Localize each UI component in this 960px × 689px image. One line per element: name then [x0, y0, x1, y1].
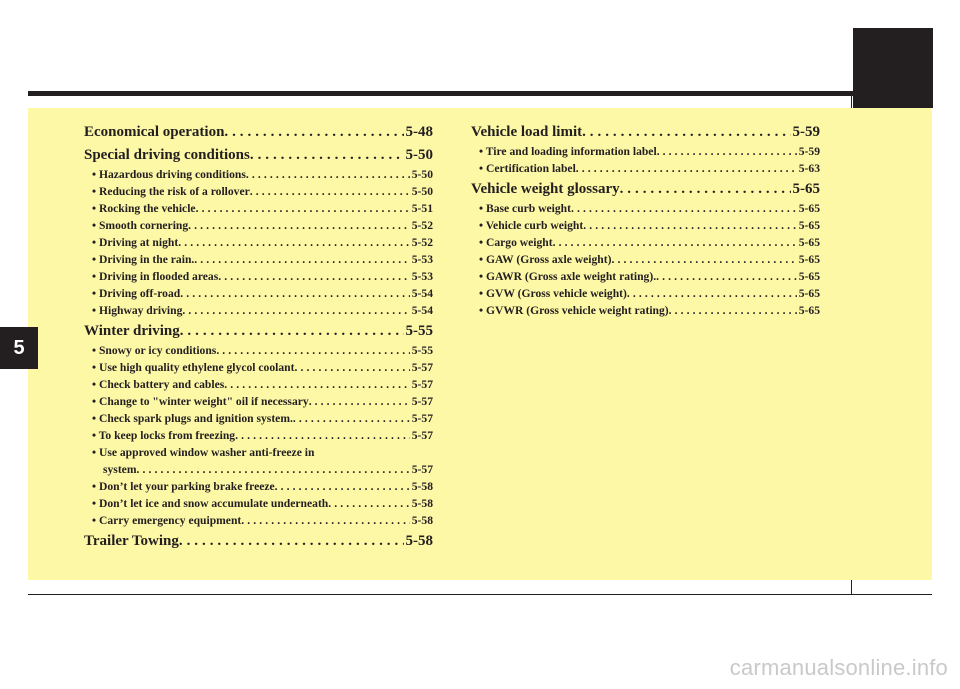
toc-section-label: Winter driving: [84, 323, 180, 339]
toc-section-label: Vehicle load limit: [471, 124, 583, 140]
toc-entry-label: • Base curb weight: [479, 202, 571, 215]
toc-entry-label: • Check battery and cables: [92, 378, 225, 391]
toc-page-number: 5-65: [798, 270, 820, 283]
toc-page-number: 5-50: [411, 185, 433, 198]
dot-leader: [250, 145, 404, 166]
toc-entry-label: • Highway driving: [92, 304, 183, 317]
toc-entry-don-t-let-your-parking-brake-freeze[interactable]: [84, 478, 433, 495]
dot-leader: [235, 427, 410, 444]
toc-page-number: 5-59: [792, 124, 820, 140]
toc-page-number: 5-65: [798, 304, 820, 317]
toc-section-winter-driving[interactable]: [84, 321, 433, 342]
dot-leader: [182, 302, 409, 319]
toc-section-label: Vehicle weight glossary: [471, 181, 620, 197]
dot-leader: [224, 122, 403, 143]
toc-entry-use-approved-window-washer-anti-freeze-in[interactable]: [84, 444, 433, 478]
dot-leader: [328, 495, 409, 512]
toc-page-number: 5-58: [405, 533, 433, 549]
toc-entry-label: • GAW (Gross axle weight): [479, 253, 612, 266]
toc-entry-rocking-the-vehicle[interactable]: [84, 200, 433, 217]
toc-section-trailer-towing[interactable]: [84, 531, 433, 552]
toc-entry-carry-emergency-equipment[interactable]: [84, 512, 433, 529]
toc-entry-change-to-winter-weight-oil-if-necessary[interactable]: [84, 393, 433, 410]
toc-entry-label: • Smooth cornering: [92, 219, 189, 232]
toc-page-number: 5-65: [792, 181, 820, 197]
toc-page-number: 5-57: [411, 429, 433, 442]
toc-section-special-driving-conditions[interactable]: [84, 145, 433, 166]
toc-entry-label: • Vehicle curb weight: [479, 219, 584, 232]
toc-entry-label: • Driving at night: [92, 236, 179, 249]
toc-section-vehicle-weight-glossary[interactable]: [471, 179, 820, 200]
toc-page-number: 5-52: [411, 219, 433, 232]
toc-entry-label: • Driving off-road: [92, 287, 181, 300]
dot-leader: [137, 461, 410, 478]
dot-leader: [178, 234, 410, 251]
toc-entry-certification-label[interactable]: [471, 160, 820, 177]
toc-entry-label: • Snowy or icy conditions: [92, 344, 217, 357]
toc-section-label: Special driving conditions: [84, 147, 250, 163]
toc-entry-label: • Cargo weight: [479, 236, 553, 249]
dot-leader: [188, 217, 410, 234]
toc-page-number: 5-65: [798, 253, 820, 266]
toc-entry-gawr-gross-axle-weight-rating[interactable]: [471, 268, 820, 285]
toc-entry-gvw-gross-vehicle-weight[interactable]: [471, 285, 820, 302]
dot-leader: [246, 166, 410, 183]
dot-leader: [657, 143, 797, 160]
dot-leader: [309, 393, 410, 410]
toc-entry-label: • Driving in flooded areas: [92, 270, 219, 283]
toc-section-vehicle-load-limit[interactable]: [471, 122, 820, 143]
toc-entry-don-t-let-ice-and-snow-accumulate-underneath[interactable]: [84, 495, 433, 512]
toc-right-column: [471, 122, 820, 319]
toc-page-number: 5-58: [411, 497, 433, 510]
toc-entry-label: • GVW (Gross vehicle weight): [479, 287, 627, 300]
toc-page-number: 5-53: [411, 253, 433, 266]
toc-entry-label: • Check spark plugs and ignition system.: [92, 412, 293, 425]
toc-section-economical-operation[interactable]: [84, 122, 433, 143]
dot-leader: [180, 285, 410, 302]
toc-entry-driving-off-road[interactable]: [84, 285, 433, 302]
toc-entry-label: • Use approved window washer anti-freeze in: [92, 446, 315, 459]
toc-page-number: 5-57: [411, 361, 433, 374]
toc-section-label: Trailer Towing: [84, 533, 179, 549]
dot-leader: [224, 376, 410, 393]
dot-leader: [294, 359, 409, 376]
toc-page-number: 5-57: [411, 412, 433, 425]
toc-entry-label: system: [103, 463, 137, 476]
dot-leader: [571, 200, 797, 217]
dot-leader: [250, 183, 410, 200]
toc-page-number: 5-57: [411, 378, 433, 391]
chapter-tab: 5: [0, 327, 38, 369]
dot-leader: [669, 302, 797, 319]
toc-page-number: 5-55: [405, 323, 433, 339]
dot-leader: [553, 234, 797, 251]
toc-page-number: 5-54: [411, 304, 433, 317]
dot-leader: [218, 268, 410, 285]
toc-page-number: 5-52: [411, 236, 433, 249]
watermark: carmanualsonline.info: [729, 655, 948, 680]
dot-leader: [241, 512, 409, 529]
dot-leader: [293, 410, 410, 427]
toc-page-number: 5-48: [405, 124, 433, 140]
dot-leader: [611, 251, 796, 268]
toc-entry-reducing-the-risk-of-a-rollover[interactable]: [84, 183, 433, 200]
toc-entry-label: • Rocking the vehicle: [92, 202, 196, 215]
toc-page-number: 5-65: [798, 287, 820, 300]
toc-entry-tire-and-loading-information-label[interactable]: [471, 143, 820, 160]
toc-page-number: 5-50: [411, 168, 433, 181]
toc-entry-label: • Use high quality ethylene glycol coolant: [92, 361, 295, 374]
toc-entry-label: • GAWR (Gross axle weight rating).: [479, 270, 657, 283]
toc-entry-check-spark-plugs-and-ignition-system[interactable]: [84, 410, 433, 427]
dot-leader: [620, 179, 791, 200]
toc-entry-use-high-quality-ethylene-glycol-coolant[interactable]: [84, 359, 433, 376]
toc-page-number: 5-65: [798, 202, 820, 215]
toc-page-number: 5-59: [798, 145, 820, 158]
toc-page-number: 5-63: [798, 162, 820, 175]
bottom-rule: [28, 594, 932, 595]
toc-entry-label: • Driving in the rain.: [92, 253, 195, 266]
toc-entry-gaw-gross-axle-weight[interactable]: [471, 251, 820, 268]
toc-entry-driving-in-the-rain[interactable]: [84, 251, 433, 268]
top-rule: [28, 91, 853, 96]
toc-entry-check-battery-and-cables[interactable]: [84, 376, 433, 393]
dot-leader: [196, 200, 410, 217]
toc-page-number: 5-54: [411, 287, 433, 300]
toc-entry-to-keep-locks-from-freezing[interactable]: [84, 427, 433, 444]
toc-entry-cargo-weight[interactable]: [471, 234, 820, 251]
toc-entry-label: • Don’t let your parking brake freeze: [92, 480, 275, 493]
toc-entry-smooth-cornering[interactable]: [84, 217, 433, 234]
toc-entry-label: • Change to "winter weight" oil if necessary: [92, 395, 309, 408]
dot-leader: [275, 478, 410, 495]
corner-block: [853, 28, 933, 108]
toc-page-number: 5-65: [798, 219, 820, 232]
toc-page-number: 5-51: [411, 202, 433, 215]
toc-entry-driving-in-flooded-areas[interactable]: [84, 268, 433, 285]
dot-leader: [627, 285, 797, 302]
toc-entry-hazardous-driving-conditions[interactable]: [84, 166, 433, 183]
toc-entry-vehicle-curb-weight[interactable]: [471, 217, 820, 234]
toc-entry-label: • Certification label: [479, 162, 576, 175]
toc-page-number: 5-50: [405, 147, 433, 163]
dot-leader: [656, 268, 797, 285]
toc-entry-label: • Carry emergency equipment: [92, 514, 242, 527]
toc-section-label: Economical operation: [84, 124, 225, 140]
toc-entry-label: • Tire and loading information label: [479, 145, 657, 158]
toc-entry-label: • To keep locks from freezing: [92, 429, 236, 442]
dot-leader: [194, 251, 409, 268]
toc-entry-highway-driving[interactable]: [84, 302, 433, 319]
toc-page-number: 5-53: [411, 270, 433, 283]
toc-entry-label: • Reducing the risk of a rollover: [92, 185, 250, 198]
toc-entry-label: • GVWR (Gross vehicle weight rating): [479, 304, 669, 317]
toc-page-number: 5-58: [411, 514, 433, 527]
dot-leader: [582, 122, 790, 143]
dot-leader: [216, 342, 409, 359]
toc-entry-label: • Hazardous driving conditions: [92, 168, 246, 181]
toc-entry-driving-at-night[interactable]: [84, 234, 433, 251]
toc-left-column: [84, 122, 433, 552]
toc-entry-snowy-or-icy-conditions[interactable]: [84, 342, 433, 359]
toc-entry-gvwr-gross-vehicle-weight-rating[interactable]: [471, 302, 820, 319]
dot-leader: [583, 217, 797, 234]
toc-page-number: 5-65: [798, 236, 820, 249]
toc-entry-label: • Don’t let ice and snow accumulate underneath: [92, 497, 329, 510]
dot-leader: [180, 321, 404, 342]
dot-leader: [576, 160, 797, 177]
toc-page-number: 5-58: [411, 480, 433, 493]
dot-leader: [179, 531, 404, 552]
toc-page-number: 5-55: [411, 344, 433, 357]
toc-page-number: 5-57: [411, 463, 433, 476]
toc-page-number: 5-57: [411, 395, 433, 408]
toc-entry-base-curb-weight[interactable]: [471, 200, 820, 217]
